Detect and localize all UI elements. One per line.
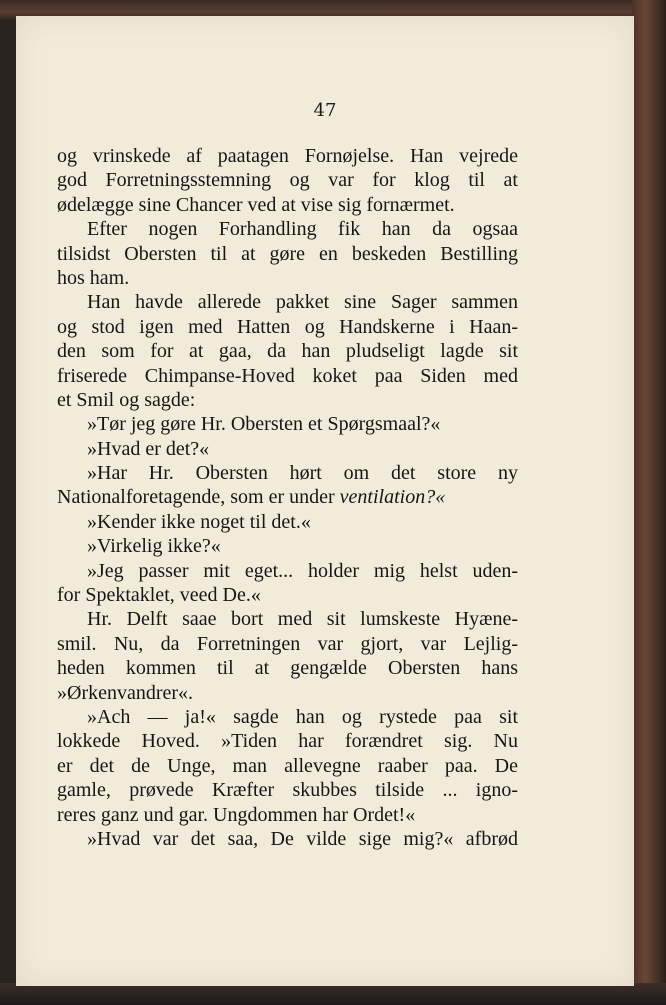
text-line-content: for Spektaklet, veed De.« bbox=[57, 584, 261, 607]
book-bottom-edge bbox=[0, 983, 666, 1005]
text-line-content: »Virkelig ikke?« bbox=[87, 535, 221, 558]
text-line-content: og vrinskede af paatagen Fornøjelse. Han vejrede bbox=[57, 145, 518, 167]
text-line bbox=[57, 290, 518, 314]
text-line-content: og stod igen med Hatten og Handskerne i Haan- bbox=[57, 315, 518, 338]
text-line-content: den som for at gaa, da han pludseligt lagde sit bbox=[57, 340, 518, 363]
text-line-content: smil. Nu, da Forretningen var gjort, var Lejlig- bbox=[57, 632, 518, 655]
text-line bbox=[57, 827, 518, 851]
text-line bbox=[57, 437, 518, 461]
text-line-content: et Smil og sagde: bbox=[57, 388, 196, 411]
text-line bbox=[57, 632, 518, 656]
text-line bbox=[57, 388, 518, 412]
text-line-content: friserede Chimpanse-Hoved koket paa Siden med bbox=[57, 364, 518, 387]
text-line bbox=[57, 534, 518, 558]
text-line bbox=[57, 510, 518, 534]
text-line bbox=[57, 754, 518, 778]
text-line-content: lokkede Hoved. »Tiden har forændret sig. Nu bbox=[57, 730, 518, 753]
text-line-content: tilsidst Obersten til at gøre en beskeden Bestilling bbox=[57, 242, 518, 265]
text-line-content: hos ham. bbox=[57, 266, 130, 289]
text-line bbox=[57, 217, 518, 241]
text-line bbox=[57, 778, 518, 802]
text-line bbox=[57, 705, 518, 729]
text-line bbox=[57, 412, 518, 436]
text-line-content: »Har Hr. Obersten hørt om det store ny bbox=[87, 462, 518, 485]
text-line-content: »Hvad er det?« bbox=[87, 437, 210, 460]
text-line bbox=[57, 607, 518, 631]
text-line-content: Han havde allerede pakket sine Sager sammen bbox=[87, 291, 518, 314]
text-line bbox=[57, 193, 518, 217]
text-line-content: Nationalforetagende, som er under bbox=[57, 486, 335, 509]
text-line-content: heden kommen til at gengælde Obersten hans bbox=[57, 657, 518, 680]
text-line-content: Hr. Delft saae bort med sit lumskeste Hyæne- bbox=[87, 608, 518, 631]
text-line-content: reres ganz und gar. Ungdommen har Ordet!« bbox=[57, 803, 416, 826]
book-page bbox=[16, 16, 634, 986]
book-binding-edge bbox=[632, 0, 666, 1005]
text-line-content: »Tør jeg gøre Hr. Obersten et Spørgsmaal?« bbox=[87, 413, 441, 436]
text-line-content: god Forretningsstemning og var for klog til at bbox=[57, 169, 518, 192]
page-body-text bbox=[57, 144, 518, 851]
text-line bbox=[57, 803, 518, 827]
text-line bbox=[57, 144, 518, 168]
text-line-content: »Jeg passer mit eget... holder mig helst uden- bbox=[87, 559, 518, 582]
text-line-content: »Kender ikke noget til det.« bbox=[87, 510, 311, 533]
text-line-content: gamle, prøvede Kræfter skubbes tilside ... igno- bbox=[57, 779, 518, 802]
text-line-content: er det de Unge, man allevegne raaber paa. De bbox=[57, 754, 518, 777]
text-line bbox=[57, 315, 518, 339]
text-line bbox=[57, 485, 518, 509]
page-number: 47 bbox=[313, 100, 337, 121]
text-line bbox=[57, 242, 518, 266]
text-line bbox=[57, 339, 518, 363]
text-line bbox=[57, 656, 518, 680]
text-line bbox=[57, 559, 518, 583]
text-line-content: »Hvad var det saa, De vilde sige mig?« afbrød bbox=[87, 827, 518, 850]
text-line bbox=[57, 461, 518, 485]
text-line bbox=[57, 583, 518, 607]
text-line bbox=[57, 364, 518, 388]
text-line-italic: ventilation?« bbox=[339, 486, 446, 509]
text-line-content: »Ørkenvandrer«. bbox=[57, 681, 194, 704]
text-line bbox=[57, 168, 518, 192]
text-line-content: »Ach — ja!« sagde han og rystede paa sit bbox=[87, 705, 518, 728]
text-line bbox=[57, 729, 518, 753]
text-line-content: ødelægge sine Chancer ved at vise sig fornærmet. bbox=[57, 193, 455, 216]
text-line bbox=[57, 266, 518, 290]
text-line bbox=[57, 681, 518, 705]
text-line-content: Efter nogen Forhandling fik han da ogsaa bbox=[87, 218, 518, 241]
